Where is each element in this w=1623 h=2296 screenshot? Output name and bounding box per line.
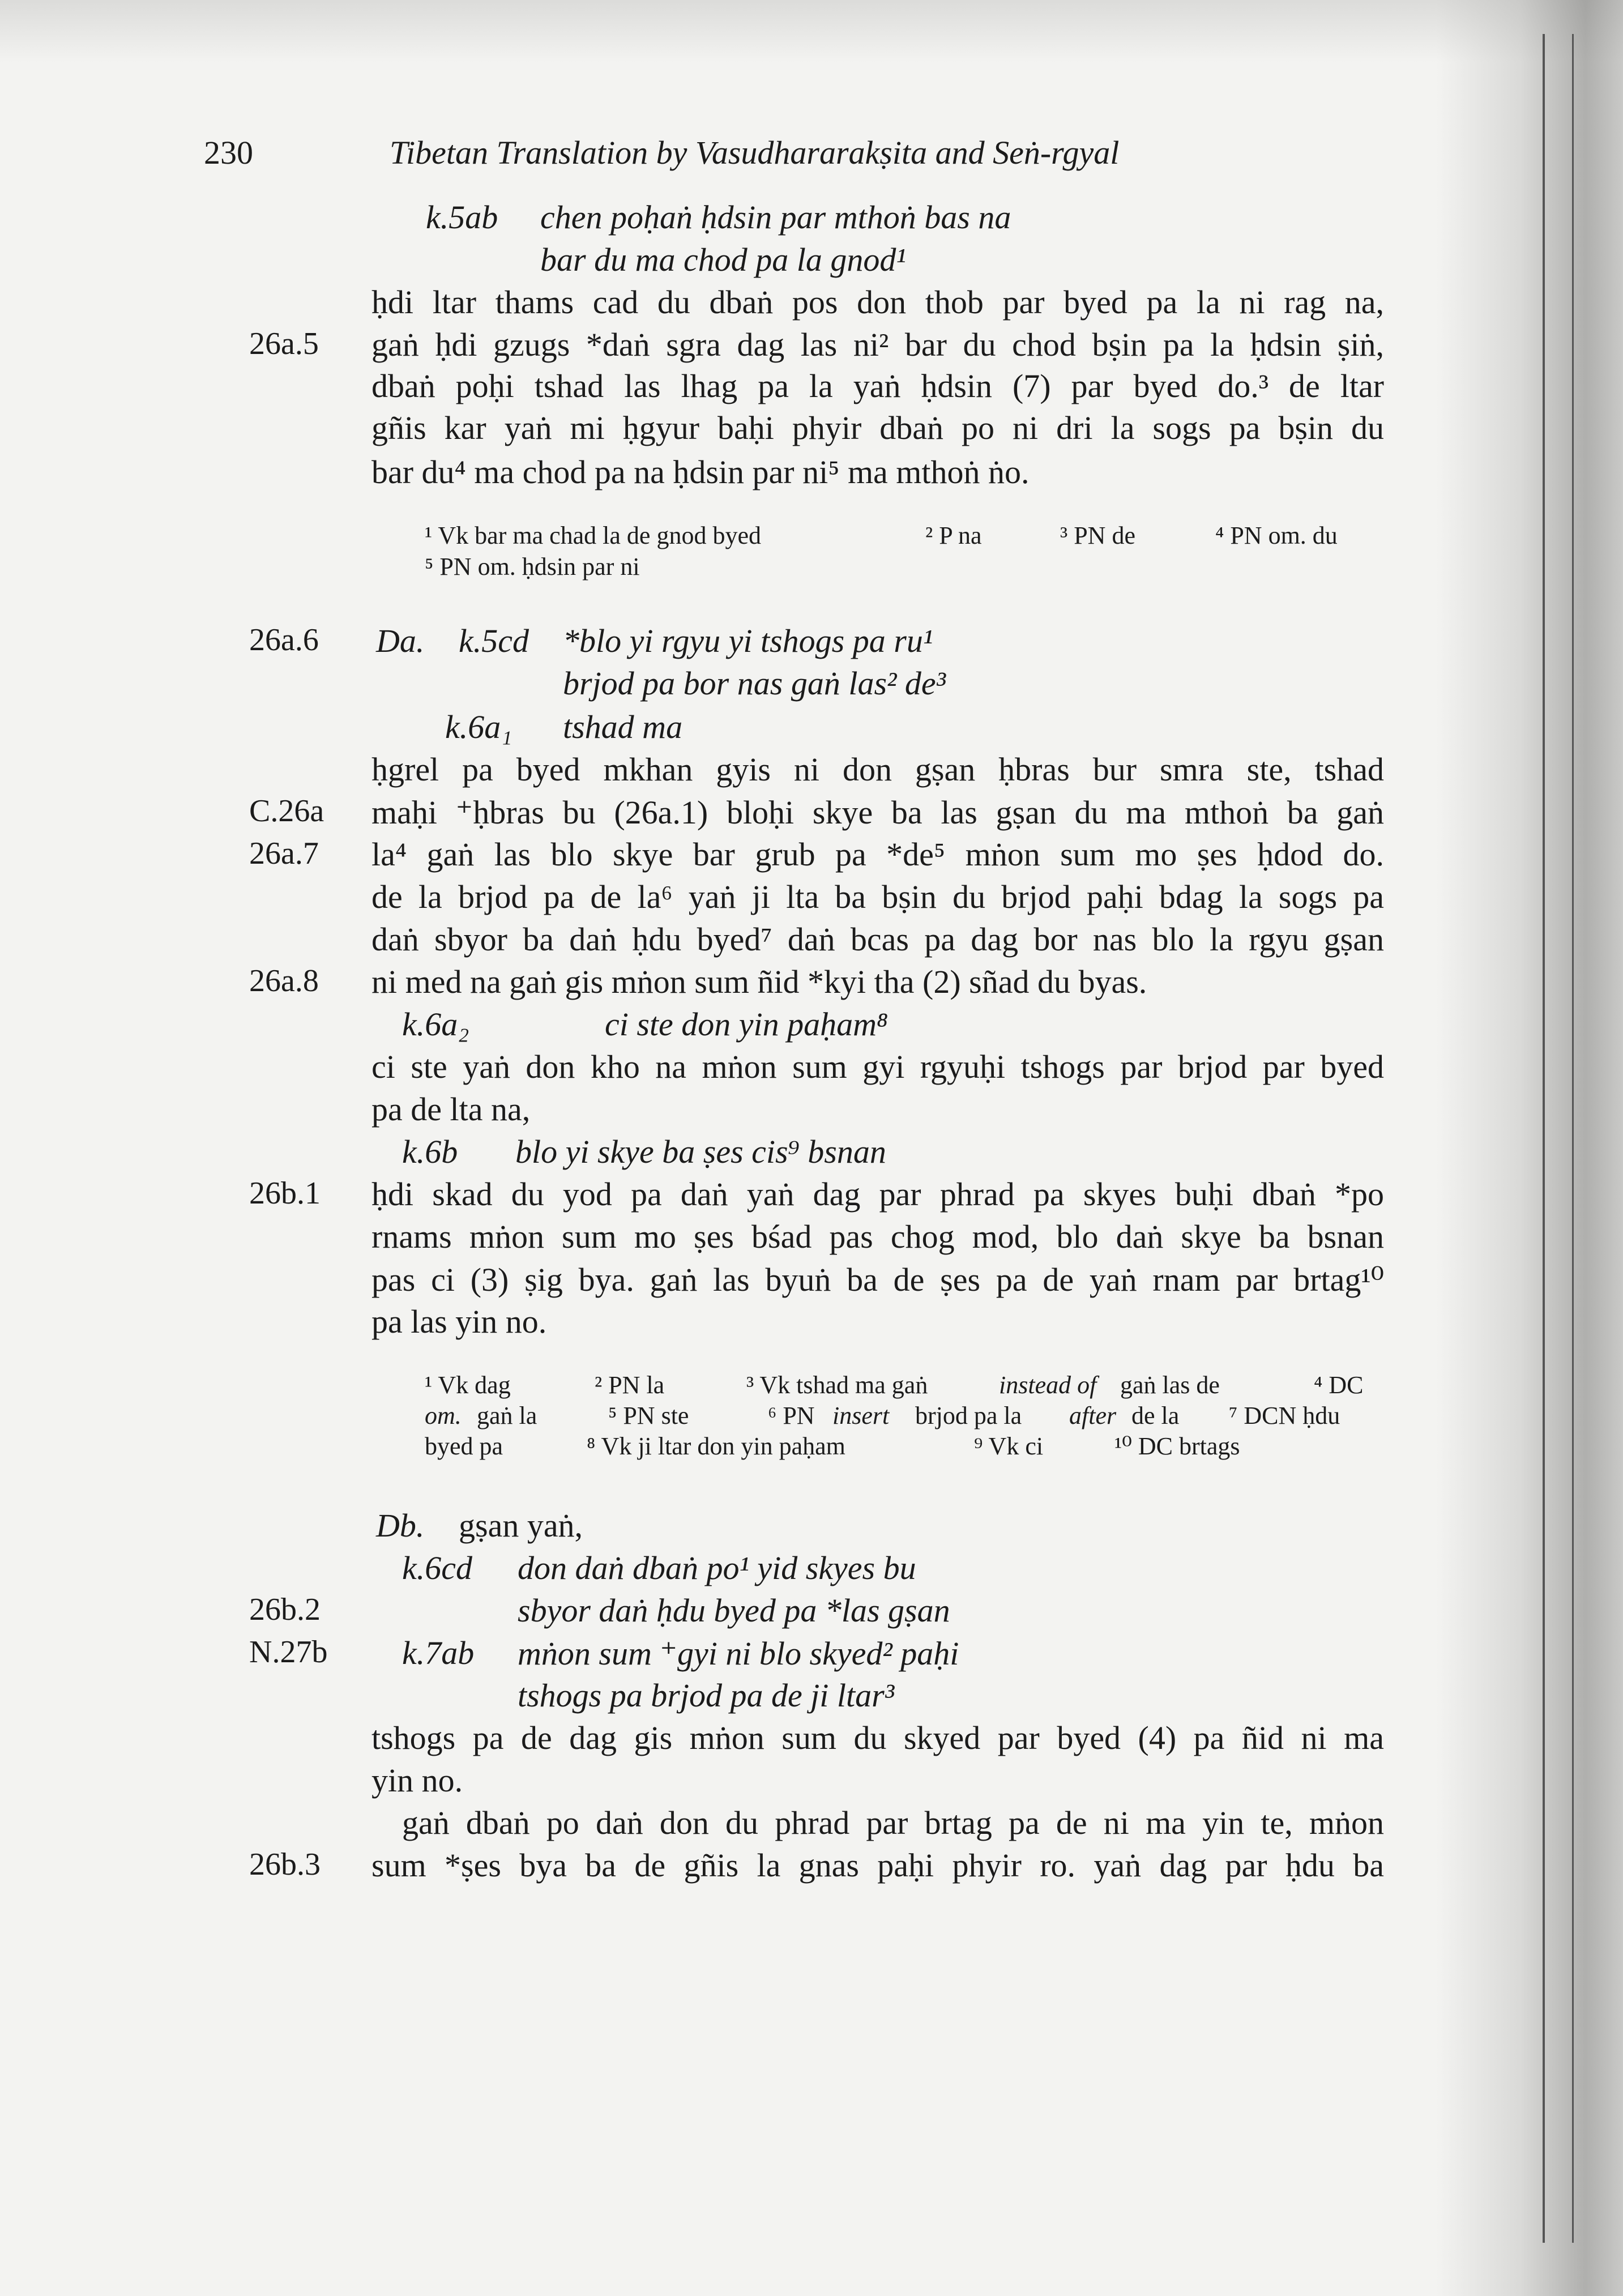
footnote: de la <box>1131 1402 1180 1429</box>
scan-edge-shadow <box>1436 0 1623 2296</box>
prose-line: bar du⁴ ma chod pa na ḥdsin par ni⁵ ma mthoṅ ṅo. <box>371 454 1030 490</box>
prose-line: pa de lta na, <box>371 1091 531 1128</box>
prose-line: daṅ sbyor ba daṅ ḥdu byed⁷ daṅ bcas pa dag bor nas blo la rgyu gṣan <box>371 921 1384 958</box>
verse-ref: k.6b <box>402 1133 458 1170</box>
footnote: ⁸ Vk ji ltar don yin paḥam <box>587 1432 845 1460</box>
footnote: ⁹ Vk ci <box>974 1432 1044 1460</box>
prose-line: gaṅ ḥdi gzugs *daṅ sgra dag las ni² bar du chod bṣin pa la ḥdsin ṣiṅ, <box>371 326 1384 363</box>
margin-ref: N.27b <box>249 1634 328 1670</box>
prose-line: rnams mṅon sum mo ṣes bśad pas chog mod, blo daṅ skye ba bsnan <box>371 1218 1384 1255</box>
verse-line: tshogs pa brjod pa de ji ltar³ <box>518 1677 895 1714</box>
prose-line: gñis kar yaṅ mi ḥgyur baḥi phyir dbaṅ po ni dri la sogs pa bṣin du <box>371 409 1384 446</box>
verse-line: tshad ma <box>563 709 683 745</box>
margin-ref: 26b.3 <box>249 1847 321 1882</box>
prose-line: dbaṅ poḥi tshad las lhag pa la yaṅ ḥdsin (7) par byed do.³ de ltar <box>371 368 1384 404</box>
prose-line: yin no. <box>371 1762 463 1799</box>
verse-ref: k.6a₂ <box>402 1006 469 1043</box>
prose-line: sum *ṣes bya ba de gñis la gnas paḥi phyir ro. yaṅ dag par ḥdu ba <box>371 1847 1384 1884</box>
prose-line: ci ste yaṅ don kho na mṅon sum gyi rgyuḥi tshogs par brjod par byed <box>371 1048 1384 1085</box>
footnote: ⁷ DCN ḥdu <box>1229 1402 1340 1429</box>
prose-line: pa las yin no. <box>371 1303 547 1340</box>
margin-ref: C.26a <box>249 793 324 829</box>
footnote: ¹ Vk bar ma chad la de gnod byed <box>425 522 761 549</box>
margin-ref: 26a.5 <box>249 326 319 361</box>
verse-ref: k.6a₁ <box>445 709 512 745</box>
margin-ref: 26b.2 <box>249 1592 321 1627</box>
footnote: ⁵ PN ste <box>608 1402 689 1429</box>
verse-line: bar du ma chod pa la gnod¹ <box>540 241 906 278</box>
scan-edge-line-2 <box>1572 34 1574 2243</box>
scan-edge-line <box>1543 34 1545 2243</box>
intro-text: gṣan yaṅ, <box>459 1507 583 1544</box>
prose-line: de la brjod pa de la⁶ yaṅ ji lta ba bṣin du brjod paḥi bdag la sogs pa <box>371 878 1384 915</box>
verse-line: sbyor daṅ ḥdu byed pa *las gṣan <box>518 1592 950 1629</box>
footnote-italic: after <box>1069 1402 1117 1429</box>
verse-line: blo yi skye ba ṣes cis⁹ bsnan <box>515 1133 886 1170</box>
footnote: ¹ Vk dag <box>425 1371 511 1399</box>
footnote: ⁴ DC <box>1314 1371 1364 1399</box>
footnote: ¹⁰ DC brtags <box>1114 1432 1240 1460</box>
footnote-italic: instead of <box>999 1371 1097 1399</box>
verse-line: ci ste don yin paḥam⁸ <box>605 1006 889 1043</box>
page-number: 230 <box>204 134 253 171</box>
verse-line: don daṅ dbaṅ po¹ yid skyes bu <box>518 1550 916 1586</box>
verse-ref: k.5ab <box>426 199 498 236</box>
verse-line: chen poḥaṅ ḥdsin par mthoṅ bas na <box>540 199 1011 236</box>
margin-ref: 26a.7 <box>249 836 319 871</box>
footnote: ³ Vk tshad ma gaṅ <box>746 1371 928 1399</box>
verse-ref: k.6cd <box>402 1550 472 1586</box>
section-label: Db. <box>376 1507 425 1544</box>
footnote: ⁶ PN <box>768 1402 815 1429</box>
scan-top-shadow <box>0 0 1623 62</box>
prose-line: ni med na gaṅ gis mṅon sum ñid *kyi tha (2) sñad du byas. <box>371 963 1147 1000</box>
prose-line: ḥgrel pa byed mkhan gyis ni don gṣan ḥbras bur smra ste, tshad <box>371 751 1384 788</box>
footnote: ³ PN de <box>1060 522 1135 549</box>
verse-ref: k.5cd <box>459 622 529 659</box>
running-title: Tibetan Translation by Vasudhararakṣita and Seṅ-rgyal <box>390 134 1120 171</box>
footnote: byed pa <box>425 1432 503 1460</box>
footnote: brjod pa la <box>915 1402 1022 1429</box>
margin-ref: 26a.8 <box>249 963 319 998</box>
footnote: ² P na <box>925 522 982 549</box>
prose-line: la⁴ gaṅ las blo skye bar grub pa *de⁵ mṅon sum mo ṣes ḥdod do. <box>371 836 1384 873</box>
prose-line: maḥi ⁺ḥbras bu (26a.1) bloḥi skye ba las gṣan du ma mthoṅ ba gaṅ <box>371 794 1384 831</box>
footnote-italic: om. <box>425 1402 462 1429</box>
prose-line: tshogs pa de dag gis mṅon sum du skyed par byed (4) pa ñid ni ma <box>371 1719 1384 1756</box>
footnote-italic: insert <box>832 1402 890 1429</box>
margin-ref: 26b.1 <box>249 1176 321 1211</box>
footnote: gaṅ las de <box>1120 1371 1220 1399</box>
footnote: ⁴ PN om. du <box>1215 522 1338 549</box>
verse-line: brjod pa bor nas gaṅ las² de³ <box>563 665 946 702</box>
footnote: gaṅ la <box>477 1402 537 1429</box>
prose-line: ḥdi skad du yod pa daṅ yaṅ dag par phrad pa skyes buḥi dbaṅ *po <box>371 1176 1384 1213</box>
footnote: ⁵ PN om. ḥdsin par ni <box>425 553 640 581</box>
prose-line: gaṅ dbaṅ po daṅ don du phrad par brtag pa de ni ma yin te, mṅon <box>402 1804 1384 1841</box>
footnote: ² PN la <box>595 1371 665 1399</box>
prose-line: pas ci (3) ṣig bya. gaṅ las byuṅ ba de ṣes pa de yaṅ rnam par brtag¹⁰ <box>371 1261 1384 1298</box>
margin-ref: 26a.6 <box>249 622 319 658</box>
section-label: Da. <box>376 622 425 659</box>
verse-line: *blo yi rgyu yi tshogs pa ru¹ <box>563 622 933 659</box>
verse-line: mṅon sum ⁺gyi ni blo skyed² paḥi <box>518 1635 959 1672</box>
prose-line: ḥdi ltar thams cad du dbaṅ pos don thob par byed pa la ni rag na, <box>371 284 1384 321</box>
verse-ref: k.7ab <box>402 1634 475 1671</box>
